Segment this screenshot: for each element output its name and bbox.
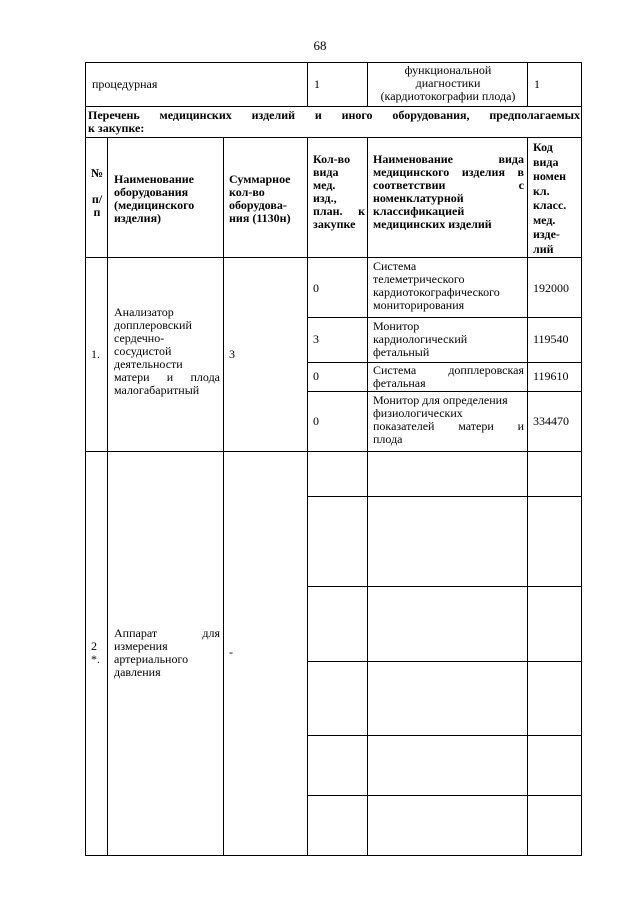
item1-row1-qty: 0 xyxy=(313,281,319,295)
header-planned-qty: Кол-во вида мед. изд., план. к закупке xyxy=(313,152,365,231)
header-device-type: Наименование вида медицинского изделия в соответствии с номенклатурной классификацией медицинских изделий xyxy=(373,152,524,231)
item1-row1-type: Система телеметрического кардиотокографического мониторирования xyxy=(373,259,500,312)
header-equipment-name: Наименование оборудования (медицинского изделия) xyxy=(114,172,195,225)
item1-total: 3 xyxy=(229,347,235,361)
item1-row2-type: Монитор кардиологический фетальный xyxy=(373,319,468,359)
item2-name: Аппарат для измерения артериального давления xyxy=(114,626,220,679)
item1-row3-code: 119610 xyxy=(533,369,569,383)
room-count: 1 xyxy=(314,77,320,91)
header-total-count: Суммарное кол-во оборудова- ния (1130н) xyxy=(229,172,291,225)
department-count: 1 xyxy=(534,77,540,91)
item1-name: Анализатор допплеровский сердечно- сосудистой деятельности матери и плода малогабаритный xyxy=(114,305,220,397)
item1-row4-type: Монитор для определения физиологических показателей матери и плода xyxy=(373,393,524,446)
item1-row2-qty: 3 xyxy=(313,332,319,346)
department-name: функциональной диагностики (кардиотокографии плода) xyxy=(380,63,516,103)
item1-row4-qty: 0 xyxy=(313,414,319,428)
item1-number: 1. xyxy=(91,347,100,361)
item1-row1-code: 192000 xyxy=(533,281,569,295)
item1-row3-qty: 0 xyxy=(313,369,319,383)
section-title: Перечень медицинских изделий и иного оборудования, предполагаемых к закупке: xyxy=(88,108,580,135)
item1-row3-type: Система допплеровская фетальная xyxy=(373,363,524,390)
header-number: № п/ п xyxy=(90,166,104,219)
item1-row4-code: 334470 xyxy=(533,414,569,428)
header-code: Код вида номен кл. класс. мед. изде- лий xyxy=(533,140,567,256)
item2-total: - xyxy=(229,645,233,659)
page-number: 68 xyxy=(313,38,327,53)
item2-number: 2 *. xyxy=(91,639,100,666)
room-name: процедурная xyxy=(92,77,158,91)
item1-row2-code: 119540 xyxy=(533,332,569,346)
